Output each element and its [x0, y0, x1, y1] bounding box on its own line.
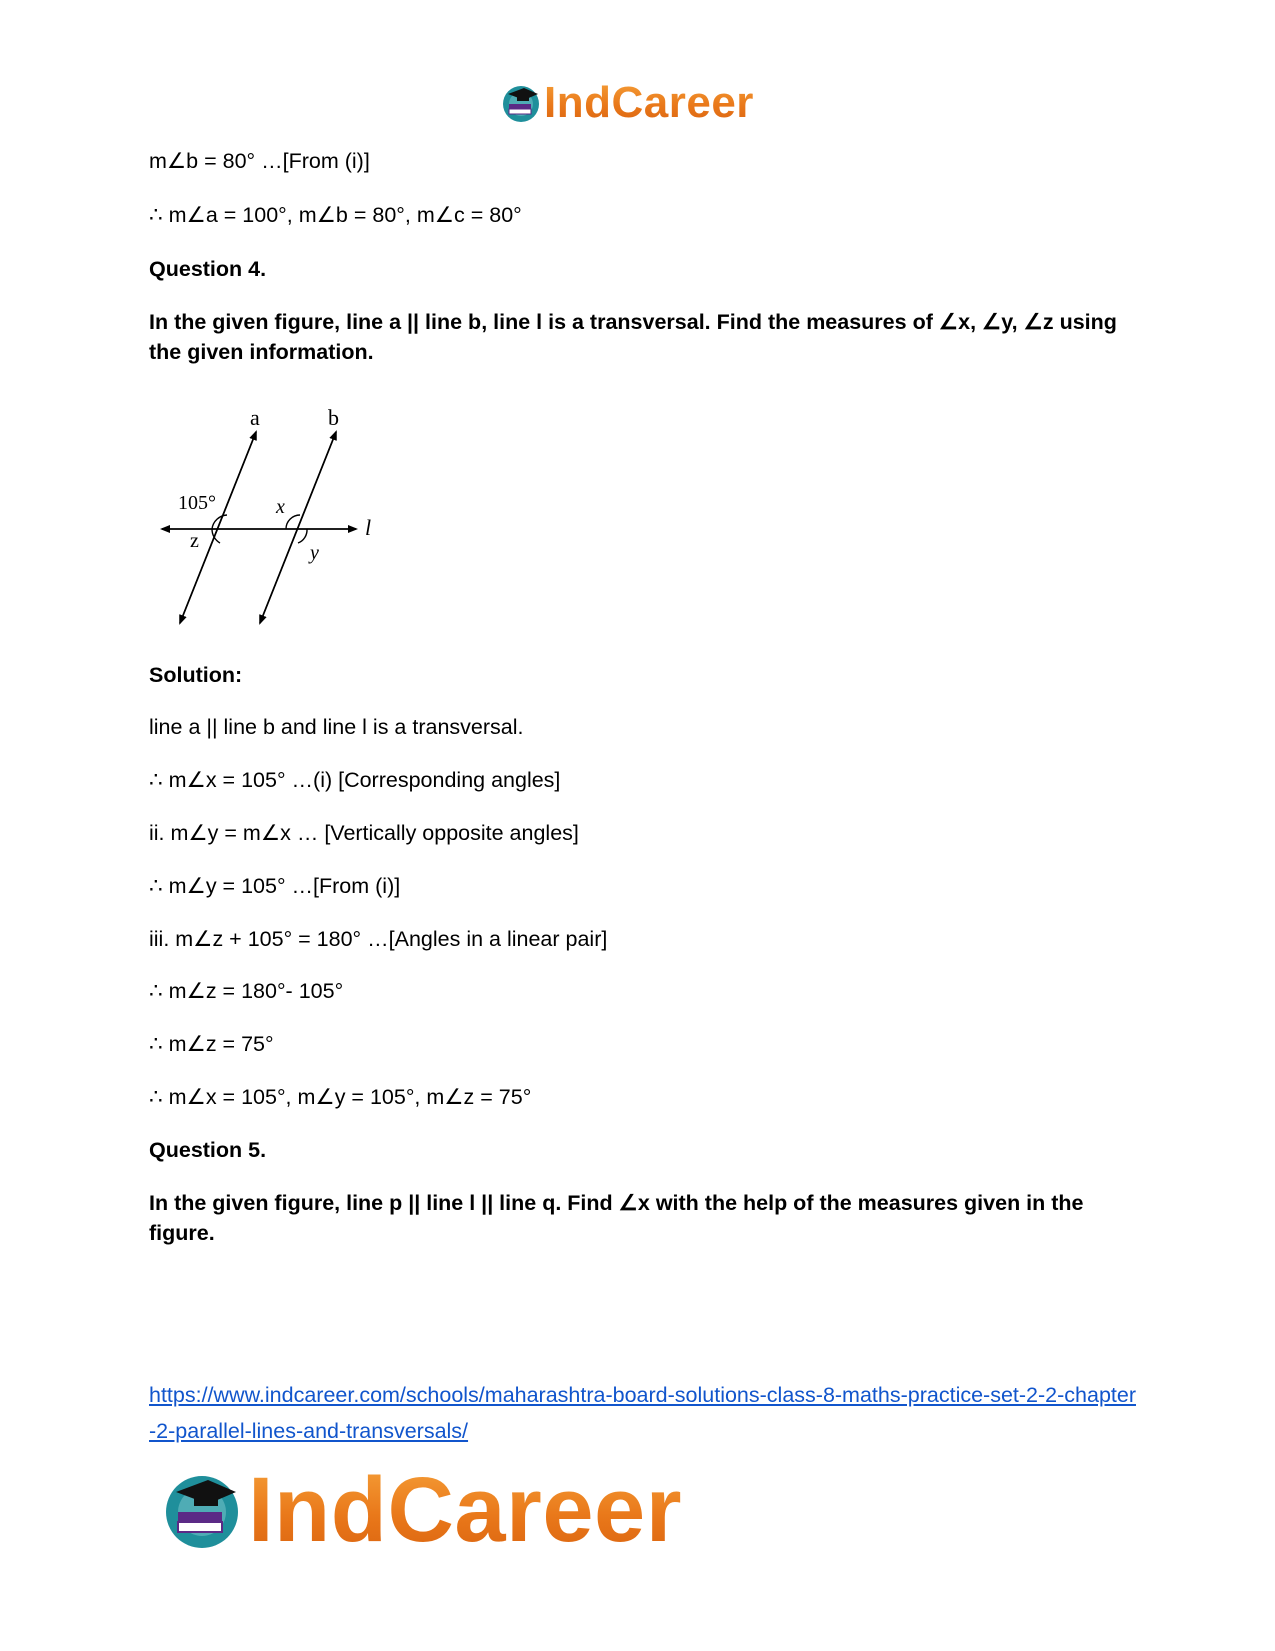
label-x: x — [276, 496, 285, 518]
graduation-book-icon — [160, 1468, 244, 1552]
graduation-book-icon — [500, 82, 542, 124]
text-line: line a || line b and line l is a transversal. — [149, 715, 524, 739]
question-text: In the given figure, line p || line l || line q. Find ∠x with the help of the measures given in the figure. — [149, 1191, 1084, 1245]
text-line: ∴ m∠a = 100°, m∠b = 80°, m∠c = 80° — [149, 203, 522, 227]
label-z: z — [190, 530, 199, 552]
solution-heading: Solution: — [149, 663, 243, 687]
label-b: b — [328, 405, 339, 430]
label-y: y — [310, 542, 319, 564]
text-line: iii. m∠z + 105° = 180° …[Angles in a linear pair] — [149, 927, 608, 951]
text-line: ∴ m∠z = 75° — [149, 1032, 274, 1056]
question-text: In the given figure, line a || line b, line l is a transversal. Find the measures of ∠x, ∠y, ∠z using the given information. — [149, 310, 1117, 364]
text-line: m∠b = 80° …[From (i)] — [149, 149, 370, 173]
header-logo — [500, 78, 754, 128]
text-line: ∴ m∠z = 180°- 105° — [149, 979, 344, 1003]
logo-text: IndCareer — [248, 1458, 682, 1561]
text-line: ∴ m∠y = 105° …[From (i)] — [149, 874, 401, 898]
label-a: a — [250, 405, 260, 430]
text-line: ii. m∠y = m∠x … [Vertically opposite angles] — [149, 821, 579, 845]
text-line: ∴ m∠x = 105°, m∠y = 105°, m∠z = 75° — [149, 1085, 532, 1109]
logo-text: IndCareer — [544, 78, 754, 127]
question-heading: Question 5. — [149, 1138, 267, 1162]
text-line: ∴ m∠x = 105° …(i) [Corresponding angles] — [149, 768, 561, 792]
source-link[interactable]: https://www.indcareer.com/schools/maharashtra-board-solutions-class-8-maths-practice-set-2-2-chapter-2-parallel-lines-and-transversals/ — [149, 1383, 1136, 1443]
question-heading: Question 4. — [149, 257, 267, 281]
parallel-lines-figure — [150, 405, 400, 635]
label-105-degrees: 105° — [178, 492, 216, 514]
footer-logo — [160, 1458, 682, 1561]
angle-arc-y — [298, 529, 307, 543]
label-l: l — [365, 515, 372, 540]
